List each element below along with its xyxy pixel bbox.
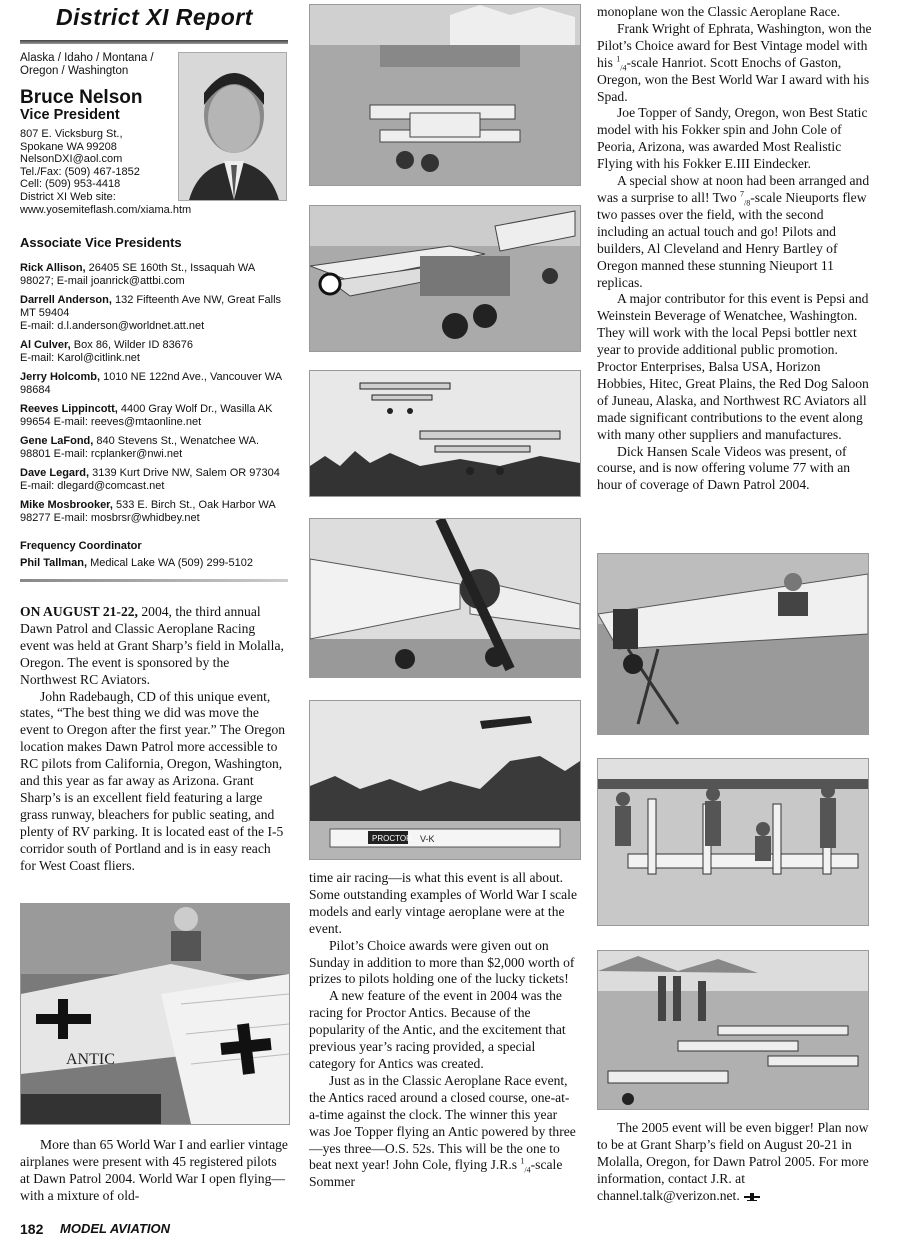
associate-entry: Al Culver, Box 86, Wilder ID 83676 E-mail: Karol@citlink.net [20, 339, 194, 364]
antic-label: ANTIC [66, 1051, 115, 1068]
website-link[interactable]: www.yosemiteflash.com/xiama.htm [20, 203, 192, 216]
vp-address [20, 128, 200, 216]
article-col2 [309, 870, 579, 1191]
paragraph: time air racing—is what this event is all about. Some outstanding examples of World War I scale models and early vintage aeroplane were at the event. [309, 870, 577, 936]
associates-heading: Associate Vice Presidents [20, 235, 182, 250]
photo-pits-area [597, 950, 869, 1110]
paragraph: Just as in the Classic Aeroplane Race event, the Antics raced around a closed course, one-at-a-time against the clock. The winner this year was Joe Topper flying an Antic powered by three—yes three—O.S. 52s. This will be the one to beat next year! John Cole, flying J.R.s $^1_{/4}$-scale Sommer [309, 1072, 576, 1190]
associate-entry: Dave Legard, 3139 Kurt Drive NW, Salem OR 97304 E-mail: dlegard@comcast.net [20, 467, 280, 492]
title-rule [20, 40, 288, 44]
photo-nieuports-flying [309, 370, 581, 497]
paragraph: Pilot’s Choice awards were given out on Sunday in addition to more than $2,000 worth of prizes to pilots holding one of the lucky tickets! [309, 937, 575, 987]
article-col1-top [20, 604, 288, 875]
banner-vk: V-K [420, 834, 435, 844]
banner-proctor: PROCTOR [372, 834, 412, 843]
paragraph: A special show at noon had been arranged and was a surprise to all! Two $^7_{/8}$-scale Nieuports flew two passes over the field, with the second including an actual touch and go! Pilots and builders, Al Cleveland and Henry Bartley of Oregon manned these stunning Nieuport 11 replicas. [597, 173, 870, 290]
associates-list [20, 262, 282, 531]
address-line: 807 E. Vicksburg St., [20, 128, 123, 140]
article-col1-bottom [20, 1137, 288, 1205]
website-label: District XI Web site: [20, 190, 116, 203]
end-mark-icon [744, 1192, 760, 1202]
section-rule [20, 579, 288, 582]
associate-entry: Mike Mosbrooker, 533 E. Birch St., Oak Harbor WA 98277 E-mail: mosbrsr@whidbey.net [20, 499, 276, 524]
paragraph: A new feature of the event in 2004 was the racing for Proctor Antics. Because of the popularity of the Antic, and the excitement that previous year’s racing provided, a special category for Antics was created. [309, 988, 566, 1071]
paragraph: Dick Hansen Scale Videos was present, of course, and is now offering volume 77 with an hour of coverage of Dawn Patrol 2004. [597, 443, 851, 493]
article-col3-top [597, 4, 872, 494]
paragraph: John Radebaugh, CD of this unique event, states, “The best thing we did was move the event to Oregon after the first year.” The Oregon location makes Dawn Patrol more accessible to RC pilots from California, Oregon, Washington, and this year as far away as Arizona. Grant Sharp’s is an excellent field featuring a large grass runway, bleachers for public seating, and plenty of RV parking. It is located east of the I-5 corridor south of Portland and is in easy reach for West Coast fliers. [20, 688, 286, 873]
photo-fokker-triplane [309, 205, 581, 352]
cell-line: Cell: (509) 953-4418 [20, 178, 121, 191]
associate-entry: Reeves Lippincott, 4400 Gray Wolf Dr., Wasilla AK 99654 E-mail: reeves@mtaonline.net [20, 403, 273, 428]
photo-flightline [309, 4, 581, 186]
magazine-name: MODEL AVIATION [60, 1221, 171, 1236]
associate-entry: Gene LaFond, 840 Stevens St., Wenatchee WA. 98801 E-mail: rcplanker@nwi.net [20, 435, 260, 460]
paragraph: monoplane won the Classic Aeroplane Race. [597, 4, 841, 19]
address-line: Spokane WA 99208 [20, 140, 117, 153]
paragraph: Frank Wright of Ephrata, Washington, won the Pilot’s Choice award for Best Vintage model with his $^1_{/4}$-scale Hanriot. Scott Enochs of Gaston, Oregon, won the Best World War I award with his Spad. [597, 20, 872, 104]
frequency-coordinator: Phil Tallman, Medical Lake WA (509) 299-5102 [20, 557, 253, 569]
frequency-coordinator-heading: Frequency Coordinator [20, 540, 142, 552]
email-link[interactable]: NelsonDXI@aol.com [20, 153, 123, 166]
district-states: Alaska / Idaho / Montana / Oregon / Washington [20, 52, 154, 77]
photo-antic-closeup [20, 903, 290, 1125]
vp-title: Vice President [20, 107, 120, 123]
photo-monoplane-pilot [597, 553, 869, 735]
closing-paragraph: The 2005 event will be even bigger! Plan now to be at Grant Sharp’s field on August 20-21 in Molalla, Oregon, for Dawn Patrol 2005. For more information, contact J.R. at channel.talk@verizon.net. [597, 1120, 869, 1203]
photo-nieuport-closeup [309, 518, 581, 678]
paragraph: More than 65 World War I and earlier vintage airplanes were present with 45 registered pilots at Dawn Patrol 2004. World War I open flying—with a mixture of old- [20, 1137, 288, 1203]
lead-paragraph: ON AUGUST 21-22, 2004, the third annual Dawn Patrol and Classic Aeroplane Racing event was held at Grant Sharp’s field in Molalla, Oregon. The event is sponsored by the Northwest RC Aviators. [20, 604, 284, 687]
report-title: District XI Report [56, 4, 253, 30]
paragraph: A major contributor for this event is Pepsi and Weinstein Beverage of Wenatchee, Washington. They will work with the local Pepsi bottler next year to provide additional public promotion. Proctor Enterprises, Balsa USA, Horizon Hobbies, Hitec, Great Plains, the Red Dog Saloon of Juneau, Alaska, and Northwest RC Aviators all made significant contributions to the event along with many other suppliers and manufactures. [597, 291, 869, 442]
article-col3-bottom [597, 1120, 872, 1205]
page-number: 182 [20, 1221, 44, 1237]
vp-name: Bruce Nelson [20, 87, 143, 108]
photo-field-banner [309, 700, 581, 860]
associate-entry: Darrell Anderson, 132 Fifteenth Ave NW, Great Falls MT 59404 E-mail: d.l.anderson@worldnet.att.net [20, 294, 282, 332]
associate-entry: Jerry Holcomb, 1010 NE 122nd Ave., Vancouver WA 98684 [20, 371, 282, 396]
associate-entry: Rick Allison, 26405 SE 160th St., Issaquah WA 98027; E-mail joanrick@attbi.com [20, 262, 255, 287]
paragraph: Joe Topper of Sandy, Oregon, won Best Static model with his Fokker spin and John Cole of Peoria, Arizona, was awarded Most Realistic Flying with his Fokker E.III Eindecker. [597, 105, 868, 172]
photo-pilots-lineup [597, 758, 869, 926]
phone-line: Tel./Fax: (509) 467-1852 [20, 165, 140, 178]
